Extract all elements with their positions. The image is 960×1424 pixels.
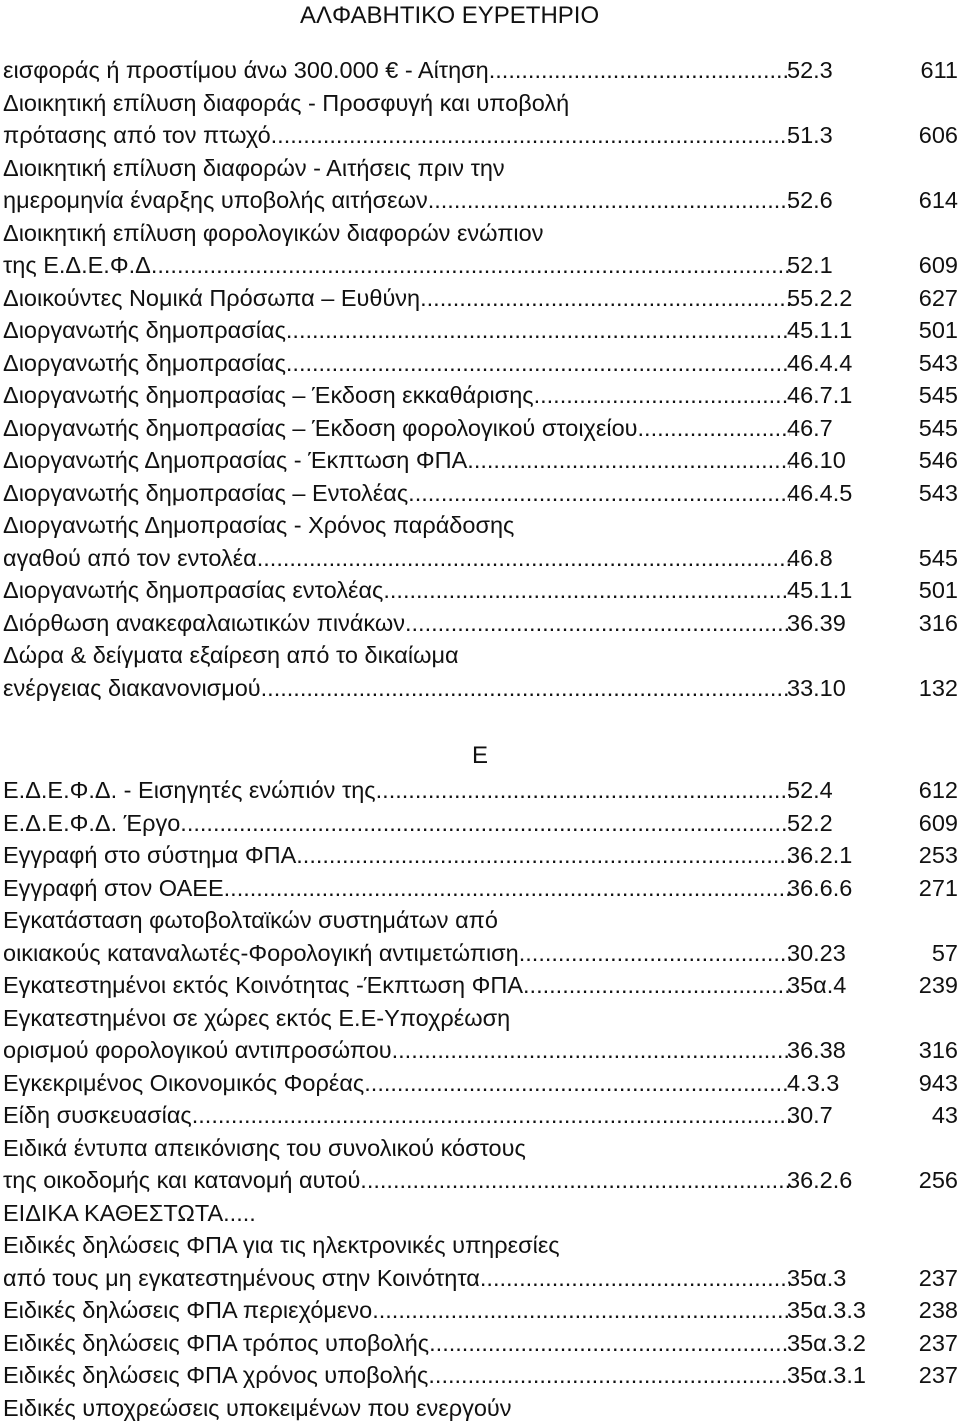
index-entry-line <box>0 379 960 412</box>
index-entry <box>0 444 960 477</box>
index-page-number: 271 <box>919 872 958 905</box>
index-term: ενέργειας διακανονισμού <box>3 672 261 705</box>
index-entry-term-with-leader <box>3 937 790 970</box>
index-section-ref: 36.39 <box>787 607 846 640</box>
dot-leader <box>638 412 790 445</box>
index-section-ref: 46.7 <box>787 412 833 445</box>
index-term: Εγκατεστημένοι εκτός Κοινότητας -Έκπτωση ΦΠΑ <box>3 969 523 1002</box>
index-section-ref: 36.6.6 <box>787 872 852 905</box>
index-term: Διοικητική επίλυση διαφορών - Αιτήσεις πριν την <box>3 152 505 185</box>
index-entry-line <box>0 937 960 970</box>
dot-leader <box>489 54 790 87</box>
index-section-ref: 36.38 <box>787 1034 846 1067</box>
index-entry-line <box>0 87 960 120</box>
index-page-number: 614 <box>919 184 958 217</box>
index-page-number: 546 <box>919 444 958 477</box>
index-section-ref: 52.1 <box>787 249 833 282</box>
dot-leader <box>408 477 790 510</box>
dot-leader <box>224 872 790 905</box>
index-entry <box>0 412 960 445</box>
index-entry <box>0 807 960 840</box>
index-entry <box>0 1067 960 1100</box>
index-entry <box>0 152 960 217</box>
index-entry-term-with-leader <box>3 774 790 807</box>
index-entry-line <box>0 839 960 872</box>
index-section-ref: 35α.3.3 <box>787 1294 866 1327</box>
index-entry-line <box>0 1067 960 1100</box>
index-term: της Ε.Δ.Ε.Φ.Δ <box>3 249 151 282</box>
dot-leader <box>405 607 790 640</box>
index-entry-line <box>0 282 960 315</box>
index-term: Ειδικές δηλώσεις ΦΠΑ περιεχόμενο <box>3 1294 372 1327</box>
index-entry-line <box>0 1327 960 1360</box>
index-page-number: 627 <box>919 282 958 315</box>
index-term: Διοργανωτής δημοπρασίας – Εντολέας <box>3 477 408 510</box>
index-entry-line <box>0 444 960 477</box>
index-page-number: 237 <box>919 1262 958 1295</box>
index-entry-line <box>0 1359 960 1392</box>
index-entry-term-with-leader <box>3 1262 790 1295</box>
index-entry <box>0 509 960 574</box>
dot-leader: ..... <box>223 1197 256 1230</box>
index-entry <box>0 1359 960 1392</box>
index-term: Διοργανωτής δημοπρασίας <box>3 314 286 347</box>
index-term: Εγγραφή στον ΟΑΕΕ <box>3 872 224 905</box>
index-term: Διοικούντες Νομικά Πρόσωπα – Ευθύνη <box>3 282 420 315</box>
index-entry <box>0 872 960 905</box>
index-page-number: 57 <box>932 937 958 970</box>
index-entry <box>0 1327 960 1360</box>
index-entry <box>0 1229 960 1294</box>
index-term: ημερομηνία έναρξης υποβολής αιτήσεων <box>3 184 428 217</box>
index-page-number: 43 <box>932 1099 958 1132</box>
index-entry <box>0 54 960 87</box>
dot-leader <box>372 1294 790 1327</box>
index-page-number: 606 <box>919 119 958 152</box>
index-entry <box>0 477 960 510</box>
index-section-ref: 35α.3.2 <box>787 1327 866 1360</box>
index-section-ref: 46.4.5 <box>787 477 852 510</box>
index-entry <box>0 839 960 872</box>
index-term: Διοργανωτής δημοπρασίας – Έκδοση εκκαθάρισης <box>3 379 534 412</box>
index-entry-term-with-leader <box>3 54 790 87</box>
index-entry <box>0 639 960 704</box>
index-section-ref: 52.3 <box>787 54 833 87</box>
index-page-number: 545 <box>919 412 958 445</box>
dot-leader <box>519 937 790 970</box>
dot-leader <box>261 672 790 705</box>
index-page-number: 256 <box>919 1164 958 1197</box>
index-entry-term-with-leader <box>3 444 790 477</box>
index-section-ref: 45.1.1 <box>787 574 852 607</box>
index-entry <box>0 1002 960 1067</box>
page-title: ΑΛΦΑΒΗΤΙΚΟ ΕΥΡΕΤΗΡΙΟ <box>0 0 960 32</box>
index-section-ref: 46.8 <box>787 542 833 575</box>
index-term: από τους μη εγκατεστημένους στην Κοινότητα <box>3 1262 480 1295</box>
index-term: Διοργανωτής δημοπρασίας – Έκδοση φορολογικού στοιχείου <box>3 412 638 445</box>
index-term: πρότασης από τον πτωχό <box>3 119 271 152</box>
index-section-ref: 30.7 <box>787 1099 833 1132</box>
index-term: Διοικητική επίλυση διαφοράς - Προσφυγή και υποβολή <box>3 87 569 120</box>
index-entry-term-with-leader <box>3 249 790 282</box>
index-term: Είδη συσκευασίας <box>3 1099 192 1132</box>
index-entry-line <box>0 1392 960 1424</box>
index-section-ref: 4.3.3 <box>787 1067 839 1100</box>
index-page-number: 611 <box>921 54 958 87</box>
index-term: Ειδικές δηλώσεις ΦΠΑ για τις ηλεκτρονικές υπηρεσίες <box>3 1229 560 1262</box>
index-section-ref: 52.4 <box>787 774 833 807</box>
index-page-number: 253 <box>919 839 958 872</box>
index-entry-term-with-leader <box>3 1034 790 1067</box>
index-entry <box>0 314 960 347</box>
index-entry-term-with-leader <box>3 119 790 152</box>
index-entry-line <box>0 1262 960 1295</box>
index-entry-term-with-leader <box>3 282 790 315</box>
index-section-ref: 46.10 <box>787 444 846 477</box>
dot-leader <box>364 1067 790 1100</box>
index-section-ref: 52.2 <box>787 807 833 840</box>
index-section-ref: 36.2.6 <box>787 1164 852 1197</box>
index-term: Εγγραφή στο σύστημα ΦΠΑ <box>3 839 296 872</box>
index-page-number: 501 <box>919 314 958 347</box>
index-entry-line <box>0 574 960 607</box>
index-entry <box>0 904 960 969</box>
index-entry-line <box>0 872 960 905</box>
dot-leader <box>286 347 790 380</box>
index-section-ref: 36.2.1 <box>787 839 852 872</box>
index-term: ορισμού φορολογικού αντιπροσώπου <box>3 1034 392 1067</box>
index-entry-line <box>0 639 960 672</box>
dot-leader <box>257 542 790 575</box>
index-block-d <box>0 54 960 704</box>
index-page-number: 237 <box>919 1359 958 1392</box>
index-page-number: 609 <box>919 807 958 840</box>
index-entry <box>0 969 960 1002</box>
index-page-number: 237 <box>919 1327 958 1360</box>
index-entry-term-with-leader <box>3 807 790 840</box>
index-section-ref: 35α.3.1 <box>787 1359 866 1392</box>
index-entry-line <box>0 509 960 542</box>
index-entry <box>0 347 960 380</box>
index-term: Εγκεκριμένος Οικονομικός Φορέας <box>3 1067 364 1100</box>
index-term: Διοργανωτής Δημοπρασίας - Χρόνος παράδοσης <box>3 509 514 542</box>
index-entry-term-with-leader <box>3 574 790 607</box>
index-entry-term-with-leader <box>3 672 790 705</box>
dot-leader <box>180 807 790 840</box>
index-page-number: 543 <box>919 347 958 380</box>
index-term: εισφοράς ή προστίμου άνω 300.000 € - Αίτηση <box>3 54 489 87</box>
index-term: Ειδικά έντυπα απεικόνισης του συνολικού κόστους <box>3 1132 526 1165</box>
index-entry-term-with-leader <box>3 839 790 872</box>
index-section-ref: 33.10 <box>787 672 846 705</box>
index-entry-line <box>0 1229 960 1262</box>
index-page-number: 316 <box>919 1034 958 1067</box>
section-letter: Ε <box>0 740 960 772</box>
index-entry <box>0 1392 960 1424</box>
index-page-number: 609 <box>919 249 958 282</box>
dot-leader <box>420 282 790 315</box>
index-page-number: 543 <box>919 477 958 510</box>
index-term: οικιακούς καταναλωτές-Φορολογική αντιμετώπιση <box>3 937 519 970</box>
index-section-ref: 46.4.4 <box>787 347 852 380</box>
index-term: Διόρθωση ανακεφαλαιωτικών πινάκων <box>3 607 405 640</box>
dot-leader <box>429 1327 790 1360</box>
index-page-number: 545 <box>919 542 958 575</box>
index-section-ref: 55.2.2 <box>787 282 852 315</box>
dot-leader <box>428 184 790 217</box>
index-term: Διοργανωτής Δημοπρασίας - Έκπτωση ΦΠΑ <box>3 444 467 477</box>
index-entry <box>0 282 960 315</box>
index-entry-line <box>0 184 960 217</box>
index-entry-line <box>0 249 960 282</box>
index-section-ref: 52.6 <box>787 184 833 217</box>
index-entry-line <box>0 1034 960 1067</box>
dot-leader <box>480 1262 790 1295</box>
index-entry-line <box>0 1197 960 1230</box>
dot-leader <box>151 249 790 282</box>
index-term: της οικοδομής και κατανομή αυτού <box>3 1164 360 1197</box>
index-page-number: 132 <box>919 672 958 705</box>
index-entry-line <box>0 774 960 807</box>
index-entry-line <box>0 1132 960 1165</box>
index-entry-term-with-leader <box>3 607 790 640</box>
index-entry-line <box>0 152 960 185</box>
index-term: Εγκατεστημένοι σε χώρες εκτός Ε.Ε-Υποχρέωση <box>3 1002 510 1035</box>
index-entry-term-with-leader <box>3 347 790 380</box>
index-term: Ειδικές υποχρεώσεις υποκειμένων που ενεργούν <box>3 1392 512 1424</box>
index-block-e <box>0 774 960 1424</box>
index-entry-line <box>0 412 960 445</box>
index-entry-term-with-leader <box>3 184 790 217</box>
index-section-ref: 51.3 <box>787 119 833 152</box>
index-entry <box>0 774 960 807</box>
index-page-number: 545 <box>919 379 958 412</box>
index-section-ref: 35α.4 <box>787 969 846 1002</box>
dot-leader <box>376 774 790 807</box>
index-term: Διοικητική επίλυση φορολογικών διαφορών ενώπιον <box>3 217 543 250</box>
index-term: Διοργανωτής δημοπρασίας εντολέας <box>3 574 383 607</box>
dot-leader <box>360 1164 790 1197</box>
dot-leader <box>383 574 790 607</box>
index-entry-term-with-leader <box>3 872 790 905</box>
index-entry-term-with-leader <box>3 1067 790 1100</box>
index-page-number: 943 <box>919 1067 958 1100</box>
index-entry-line <box>0 314 960 347</box>
index-entry <box>0 379 960 412</box>
index-page-number: 316 <box>919 607 958 640</box>
index-entry <box>0 607 960 640</box>
index-entry-line <box>0 1164 960 1197</box>
index-entry <box>0 1294 960 1327</box>
index-entry-line <box>0 1002 960 1035</box>
index-term: Ειδικές δηλώσεις ΦΠΑ τρόπος υποβολής <box>3 1327 429 1360</box>
dot-leader <box>428 1359 790 1392</box>
dot-leader <box>286 314 790 347</box>
index-entry-line <box>0 542 960 575</box>
dot-leader <box>192 1099 790 1132</box>
dot-leader <box>392 1034 790 1067</box>
index-entry-term-with-leader <box>3 477 790 510</box>
index-entry-line <box>0 607 960 640</box>
index-entry <box>0 1132 960 1197</box>
index-section-ref: 35α.3 <box>787 1262 846 1295</box>
index-entry-line <box>0 1294 960 1327</box>
dot-leader <box>534 379 790 412</box>
index-section-ref: 30.23 <box>787 937 846 970</box>
index-entry-term-with-leader <box>3 1164 790 1197</box>
index-entry-line <box>0 119 960 152</box>
dot-leader <box>523 969 790 1002</box>
index-entry-term-with-leader <box>3 1359 790 1392</box>
index-entry-term-with-leader <box>3 379 790 412</box>
dot-leader <box>271 119 790 152</box>
index-entry-term-with-leader <box>3 412 790 445</box>
index-entry-term-with-leader <box>3 1294 790 1327</box>
index-page-number: 238 <box>919 1294 958 1327</box>
index-entry-line <box>0 347 960 380</box>
index-term: ΕΙΔΙΚΑ ΚΑΘΕΣΤΩΤΑ <box>3 1197 223 1230</box>
index-term: Διοργανωτής δημοπρασίας <box>3 347 286 380</box>
index-entry-term-with-leader <box>3 1099 790 1132</box>
dot-leader <box>296 839 790 872</box>
index-page-number: 501 <box>919 574 958 607</box>
index-entry-line <box>0 807 960 840</box>
index-page-number: 612 <box>919 774 958 807</box>
index-term: Εγκατάσταση φωτοβολταϊκών συστημάτων από <box>3 904 498 937</box>
index-entry <box>0 1197 960 1230</box>
index-term: Ειδικές δηλώσεις ΦΠΑ χρόνος υποβολής <box>3 1359 428 1392</box>
index-entry <box>0 87 960 152</box>
index-entry-line <box>0 969 960 1002</box>
index-entry-term-with-leader <box>3 969 790 1002</box>
index-term: Ε.Δ.Ε.Φ.Δ. - Εισηγητές ενώπιόν της <box>3 774 376 807</box>
index-term: Δώρα & δείγματα εξαίρεση από το δικαίωμα <box>3 639 459 672</box>
index-entry-line <box>0 1099 960 1132</box>
index-entry-line <box>0 904 960 937</box>
index-entry-term-with-leader <box>3 542 790 575</box>
index-entry-line <box>0 217 960 250</box>
index-entry-line <box>0 477 960 510</box>
index-section-ref: 45.1.1 <box>787 314 852 347</box>
index-entry-term-with-leader <box>3 1327 790 1360</box>
index-entry <box>0 574 960 607</box>
index-section-ref: 46.7.1 <box>787 379 852 412</box>
index-entry-line <box>0 672 960 705</box>
index-entry <box>0 217 960 282</box>
index-entry <box>0 1099 960 1132</box>
index-term: Ε.Δ.Ε.Φ.Δ. Έργο <box>3 807 180 840</box>
index-term: αγαθού από τον εντολέα <box>3 542 257 575</box>
dot-leader <box>467 444 790 477</box>
index-entry-term-with-leader <box>3 314 790 347</box>
index-page-number: 239 <box>919 969 958 1002</box>
index-entry-line <box>0 54 960 87</box>
